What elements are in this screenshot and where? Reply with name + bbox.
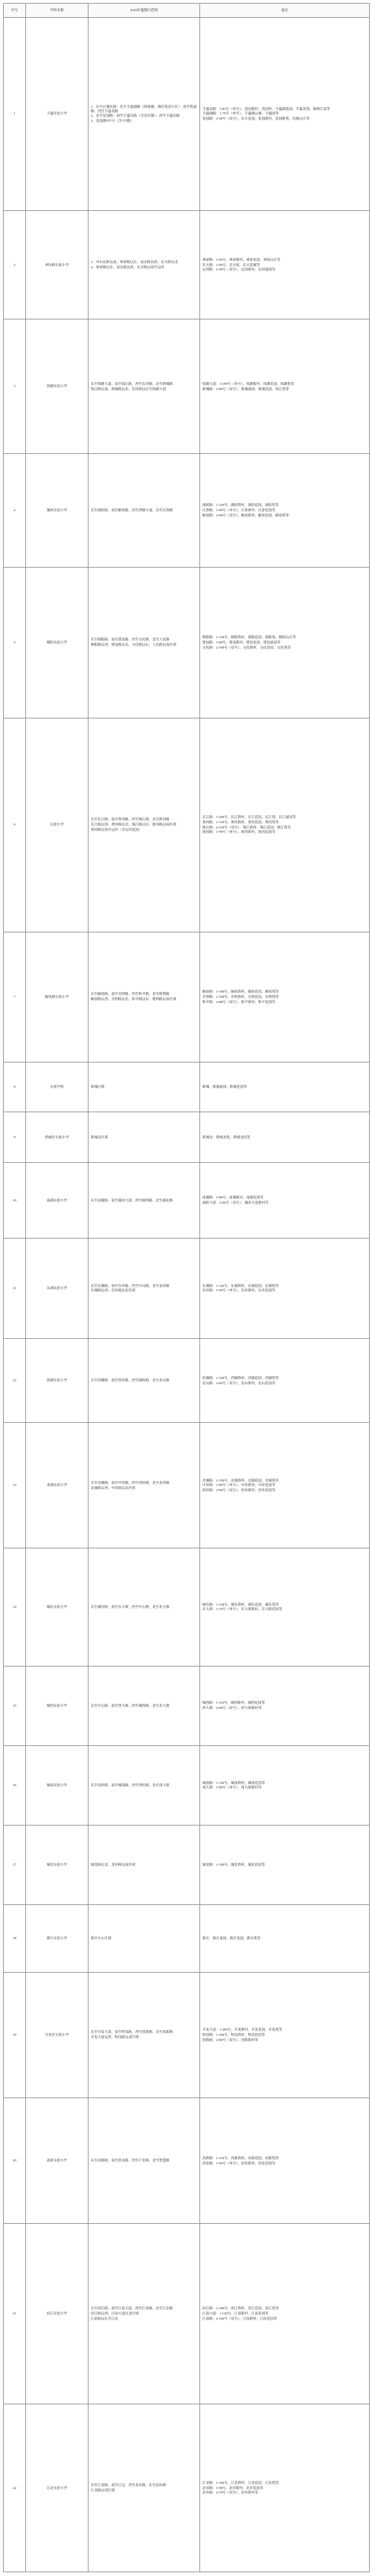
scope-line: 城北路以北、北环路以南区域 <box>91 1863 135 1867</box>
enrollment-scope <box>89 454 200 567</box>
table-row <box>4 718 370 932</box>
enrollment-scope <box>89 210 200 319</box>
remark-line: 中环路：1-80号（单号）、中环新村、中环花园等 <box>202 1483 275 1487</box>
scope-line: 东至解放路，南至光明路，西至和平路，北至胜利路 <box>91 992 170 996</box>
row-number: 11 <box>4 1238 26 1338</box>
remark-line: 运河路：2-58号（双号）、运河新村、运河嘉园等 <box>202 267 275 272</box>
scope-line: 东至湖滨路，南至解放路，西至西湖大道，北至庆春路 <box>91 507 173 512</box>
scope-line: 1、东至后湖民路；北至丰盛湖路（除康城、酒店花园小区）；南至凯旋路；西至丰盛北路 <box>91 104 197 113</box>
enrollment-scope <box>89 1238 200 1338</box>
remark <box>200 2098 370 2223</box>
remark-line: 东方路：1-66号、东方苑、东方花城等 <box>202 262 260 267</box>
table-row <box>4 319 370 454</box>
scope-line: 东至西湖路，南至西环路，西至湖滨路，北至北山路 <box>91 1378 170 1383</box>
remark-line: 新区：新区嘉园、新区花园、新区苑等 <box>202 1936 261 1941</box>
enrollment-scope <box>89 18 200 211</box>
remark-line: 丰盛湖路：1-79号（单号）、丰盛湖公寓、丰盛园等 <box>202 111 279 116</box>
remark-line: 东大街：1-70号（单号）、东大街新村、东大街花园等 <box>202 1607 283 1612</box>
school-name: 城南实验小学 <box>26 1745 89 1825</box>
scope-line: 解放路以西、光明路以北、和平路以东、胜利路以南区域 <box>91 997 176 1002</box>
school-name: 解放路实验小学 <box>26 932 89 1062</box>
remark-line: 北环路：2-70号（双号）、北环新村等 <box>202 2491 259 2495</box>
row-number: 4 <box>4 454 26 567</box>
table-row <box>4 1112 370 1163</box>
remark-line: 黄河路：1-150号、黄河新村、黄河花园、黄河苑等 <box>202 820 279 824</box>
table-row <box>4 1163 370 1239</box>
scope-line: 2、翠屏路以东、南京路以西、东方路以南至运河 <box>91 265 164 270</box>
enrollment-scope <box>89 2404 200 2572</box>
remark <box>200 18 370 211</box>
scope-line: 东至南湖路，南至湖滨大道，西至湖西路，北至湖北路 <box>91 1198 173 1202</box>
remark <box>200 932 370 1062</box>
remark-line: 江北路：1-160号、江北新村、江北花园、江北苑等 <box>202 2480 279 2485</box>
remark <box>200 210 370 319</box>
school-name: 实验学校 <box>26 1062 89 1112</box>
school-name: 南湖实验小学 <box>26 1163 89 1239</box>
remark-line: 城西路：1-110号、城西新村、城西花园等 <box>202 1701 266 1705</box>
school-name: 江北实验小学 <box>26 2404 89 2572</box>
remark <box>200 1548 370 1666</box>
row-number: 9 <box>4 1112 26 1163</box>
table-header-row <box>4 4 370 18</box>
row-number: 2 <box>4 210 26 319</box>
header-cell: 备注 <box>200 4 370 18</box>
remark-line: 长江路：1-200号、长江新村、长江花园、长江苑、长江嘉园等 <box>202 815 296 820</box>
table-row <box>4 567 370 718</box>
school-name: 城西实验小学 <box>26 1666 89 1745</box>
school-name: 城东实验小学 <box>26 1548 89 1666</box>
school-name: 东湖实验小学 <box>26 1238 89 1338</box>
table-row <box>4 1423 370 1548</box>
remark-line: 北湖路：1-150号、北湖新村、北湖花园、北湖苑等 <box>202 1478 279 1482</box>
row-number: 18 <box>4 1905 26 1972</box>
scope-line: 朝阳路以西、建设路以北、文化路以东、人民路以南区域 <box>91 643 176 647</box>
remark-line: 西湖路：1-100号、西湖新村、西湖花园、西湖苑等 <box>202 1375 279 1380</box>
row-number: 7 <box>4 932 26 1062</box>
remark <box>200 454 370 567</box>
school-name: 新城区实验小学 <box>26 1112 89 1163</box>
row-number: 13 <box>4 1423 26 1548</box>
remark-line: 北岸路：1-90号、北岸新村、北岸花园等 <box>202 2485 263 2490</box>
enrollment-scope <box>89 718 200 932</box>
remark <box>200 1339 370 1423</box>
enrollment-scope <box>89 2224 200 2404</box>
enrollment-scope <box>89 319 200 454</box>
scope-line: 江滨路以东至江边 <box>91 2317 118 2321</box>
remark-line: 丰盛北路：1-81号（单号）、花园新村、花园村、丰盛湖花园、丰盛北苑、锦绣江南等 <box>202 106 330 111</box>
remark-line: 新城路：2-88号（双号）、新城嘉园、新城花园、钱江苑等 <box>202 386 289 391</box>
table-row <box>4 1826 370 1905</box>
remark-line: 珠江路：2-120号（双号）、珠江新村、珠江花园、珠江苑等 <box>202 825 291 829</box>
scope-line: 东至北湖路，南至中环路，西至西环路，北至北环路 <box>91 1480 170 1485</box>
row-number: 12 <box>4 1339 26 1423</box>
school-name: 城北实验小学 <box>26 1826 89 1905</box>
enrollment-scope <box>89 1163 200 1239</box>
scope-line: 东至钱塘大道，南至钱江路，西至东环路，北至新城路 <box>91 381 173 386</box>
school-name: 新区实验小学 <box>26 1905 89 1972</box>
remark-line: 新城北：新城北苑、新城北园等 <box>202 1135 251 1139</box>
remark-line: 滨江路：1-180号、滨江新村、滨江花园、滨江苑等 <box>202 2306 279 2311</box>
remark-line: 科技路：1-100号、科技新村、科技花园等 <box>202 2032 266 2037</box>
remark <box>200 2404 370 2572</box>
remark-line: 开发大道：1-200号、开发新村、开发花园、开发苑等 <box>202 2028 283 2032</box>
scope-line: 黄河路以南至运河（含运河花园） <box>91 828 142 832</box>
enrollment-scope <box>89 1062 200 1112</box>
school-name: 丰盛实验小学 <box>26 18 89 211</box>
table-row <box>4 2404 370 2572</box>
enrollment-table <box>3 3 370 2572</box>
row-number: 14 <box>4 1548 26 1666</box>
scope-line: 东至开发大道，南至科技路，西至创新路，北至高新路 <box>91 2030 173 2034</box>
scope-line: 新城北区域 <box>91 1135 108 1139</box>
row-number: 19 <box>4 1972 26 2098</box>
school-name: 开发区实验小学 <box>26 1972 89 2098</box>
table-row <box>4 1905 370 1972</box>
remark <box>200 2224 370 2404</box>
table-row <box>4 1745 370 1825</box>
table-body <box>4 18 370 2572</box>
enrollment-scope <box>89 1548 200 1666</box>
remark-line: 文化路：2-100号（双号）、文化新村、文化花园、文化苑等 <box>202 645 291 649</box>
enrollment-scope <box>89 1972 200 2098</box>
scope-line: 1、中山东路以南，翠屏路以东、南京路以西、东方路以北 <box>91 260 179 265</box>
remark-line: 南湖路：1-88号、南湖新村、南湖花园等 <box>202 1195 263 1200</box>
scope-line: 江北路以西区域 <box>91 2488 115 2493</box>
table-row <box>4 2098 370 2223</box>
remark-line: 西环路：2-90号（双号）、西环新村、西环花园等 <box>202 1488 275 1493</box>
row-number: 1 <box>4 18 26 211</box>
remark <box>200 1112 370 1163</box>
scope-line: 东至滨江路，南至江南大道，西至江滨路，北至江北路 <box>91 2306 173 2311</box>
enrollment-scope <box>89 1905 200 1972</box>
table-row <box>4 1062 370 1112</box>
enrollment-scope <box>89 2098 200 2223</box>
remark-line: 庆春路：1-68号（单号）、庆春新村、庆春花园等 <box>202 507 275 512</box>
remark-line: 城南路：1-120号、城南新村、城南花园等 <box>202 1780 266 1785</box>
scope-line: 新城区域 <box>91 1085 105 1089</box>
table-row <box>4 210 370 319</box>
remark-line: 和平路：2-88号（双号）、和平新村、和平花园等 <box>202 999 275 1004</box>
remark-line: 钱塘大道：1-199号（单号）、钱塘新村、钱塘花园、钱塘苑等 <box>202 381 295 386</box>
scope-line: 3、花园新村7号（含7号楼） <box>91 119 134 123</box>
school-name: 高新实验小学 <box>26 2098 89 2223</box>
remark-line: 城东路：1-130号、城东新村、城东花园、城东苑等 <box>202 1602 279 1606</box>
row-number: 5 <box>4 567 26 718</box>
enrollment-scope <box>89 1666 200 1745</box>
scope-line: 东至中心路，南至西大街，西至城西路，北至北大街 <box>91 1703 170 1707</box>
scope-line: 2、北至花园路；南至丰盛东路（含北岸城）；西至丰盛北路 <box>91 114 180 118</box>
scope-line: 东至东湖路，南至东环路，西至中山路，北至北环路 <box>91 1283 170 1288</box>
remark <box>200 1062 370 1112</box>
scope-line: 东湖路以西、东环路以北区域 <box>91 1288 135 1293</box>
scope-line: 东至城东路，南至东大街，西至中心路，北至北大街 <box>91 1605 170 1609</box>
enrollment-scope <box>89 1339 200 1423</box>
remark-line: 建设路：1-88号、建设新村、建设花园、建设嘉园等 <box>202 640 280 644</box>
table-row <box>4 932 370 1062</box>
row-number: 21 <box>4 2224 26 2404</box>
remark-line: 江滨路：2-100号（双号）、江滨新村、江滨花园等 <box>202 2317 278 2321</box>
table-row <box>4 1548 370 1666</box>
remark <box>200 1972 370 2098</box>
remark-line: 江南大道：1-120号、江南新村、江南花园等 <box>202 2311 269 2316</box>
remark-line: 湖滨大道：2-66号（双号）、湖滨大道新村等 <box>202 1200 269 1204</box>
remark-line: 西大街：2-60号（双号）、西大街新村等 <box>202 1706 262 1710</box>
scope-line: 滨江路以西、江南大道以北区域 <box>91 2311 139 2316</box>
enrollment-scope <box>89 1423 200 1548</box>
scope-line: 东至南环路，南至城南路，西至西环路，北至南大街 <box>91 1782 170 1787</box>
scope-line: 东至江北路，南至江边，西至北岸路，北至北环路 <box>91 2483 167 2488</box>
scope-line: 东至朝阳路，南至建设路，西至文化路，北至人民路 <box>91 637 170 642</box>
remark-line: 朝阳路：1-150号、朝阳新村、朝阳花园、朝阳苑、朝阳山庄等 <box>202 635 296 639</box>
school-name: 实验小学 <box>26 718 89 932</box>
remark-line: 北山路：2-60号（双号）、北山新村、北山花园等 <box>202 1381 275 1385</box>
school-name: 湖滨实验小学 <box>26 454 89 567</box>
table-row <box>4 1238 370 1338</box>
remark-line: 翠屏路：1-90号、翠屏新村、翠屏花园、翠屏山庄等 <box>202 257 280 262</box>
school-name: 西湖实验小学 <box>26 1339 89 1423</box>
remark <box>200 319 370 454</box>
school-name: 钱塘实验小学 <box>26 319 89 454</box>
row-number: 6 <box>4 718 26 932</box>
scope-line: 东至长江路，南至黄河路，西至珠江路，北至淮河路 <box>91 817 170 822</box>
header-cell: 学校名称 <box>26 4 89 18</box>
remark-line: 东环路：1-99号（单号）、东环新村、东环花园等 <box>202 1288 275 1293</box>
remark <box>200 1666 370 1745</box>
remark-line: 解放路：1-180号、解放新村、解放花园、解放苑等 <box>202 989 279 993</box>
enrollment-scope <box>89 567 200 718</box>
scope-line: 新区中心区域 <box>91 1936 112 1941</box>
remark <box>200 1238 370 1338</box>
table-row <box>4 1972 370 2098</box>
school-name: 翠屏路实验小学 <box>26 210 89 319</box>
scope-line: 钱江路以南、新城路以北、东环路以东至钱塘大道 <box>91 386 167 391</box>
scope-line: 北湖路以西、中环路以北区域 <box>91 1485 135 1490</box>
enrollment-scope <box>89 1745 200 1825</box>
enrollment-scope <box>89 1112 200 1163</box>
remark-line: 光明路：1-100号、光明新村、光明花园、光明苑等 <box>202 994 279 999</box>
enrollment-scope <box>89 932 200 1062</box>
remark-line: 创新路：2-80号（双号）、创新新村等 <box>202 2037 259 2042</box>
remark-line: 城北路：1-100号、城北新村、城北花园等 <box>202 1863 266 1867</box>
row-number: 20 <box>4 2098 26 2223</box>
remark-line: 创业路：1-90号（单号）、创业新村、创业花园等 <box>202 2161 275 2165</box>
remark-line: 新城：新城嘉园、新城花园等 <box>202 1085 247 1089</box>
row-number: 15 <box>4 1666 26 1745</box>
remark <box>200 1163 370 1239</box>
table-row <box>4 18 370 211</box>
table-row <box>4 2224 370 2404</box>
table-row <box>4 1339 370 1423</box>
remark <box>200 1905 370 1972</box>
row-number: 16 <box>4 1745 26 1825</box>
remark <box>200 718 370 932</box>
scope-line: 长江路以西、黄河路以北、珠江路以东、淮河路以南区域 <box>91 823 176 827</box>
remark <box>200 567 370 718</box>
remark-line: 高新路：1-150号、高新新村、高新花园、高新苑等 <box>202 2155 279 2160</box>
school-name: 朝阳实验小学 <box>26 567 89 718</box>
remark <box>200 1423 370 1548</box>
scope-line: 开发大道以西、科技路以北区域 <box>91 2035 139 2040</box>
row-number: 22 <box>4 2404 26 2572</box>
header-cell: 2023年施教区范围 <box>89 4 200 18</box>
remark-line: 南大街：1-80号（单号）、南大街新村等 <box>202 1785 262 1790</box>
remark-line: 花园路：2-38号（双号）、东方花园、花园新村、花园新苑、凤凰山庄等 <box>202 117 310 121</box>
enrollment-document <box>3 3 369 2572</box>
remark-line: 淮河路：1-99号（单号）、淮河新村、淮河花园等 <box>202 830 275 834</box>
school-name: 滨江实验小学 <box>26 2224 89 2404</box>
remark-line: 湖滨路：1-120号、湖滨新村、湖滨花园、湖滨苑等 <box>202 503 279 507</box>
row-number: 17 <box>4 1826 26 1905</box>
header-cell: 序号 <box>4 4 26 18</box>
remark-line: 东湖路：1-120号、东湖新村、东湖花园、东湖苑等 <box>202 1283 279 1288</box>
row-number: 3 <box>4 319 26 454</box>
row-number: 10 <box>4 1163 26 1239</box>
remark <box>200 1826 370 1905</box>
table-row <box>4 454 370 567</box>
row-number: 8 <box>4 1062 26 1112</box>
scope-line: 东至高新路，南至创业路，西至产业路，北至智慧路 <box>91 2158 170 2163</box>
enrollment-scope <box>89 1826 200 1905</box>
school-name: 北湖实验小学 <box>26 1423 89 1548</box>
remark <box>200 1745 370 1825</box>
table-row <box>4 1666 370 1745</box>
remark-line: 解放路：2-96号（双号）、解放新村、解放花园、解放苑等 <box>202 513 289 517</box>
